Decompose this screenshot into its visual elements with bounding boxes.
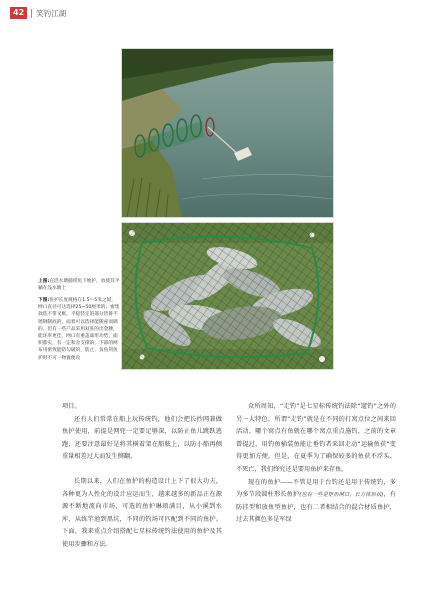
body-text-right-column [236, 401, 396, 527]
header-divider [31, 9, 32, 18]
photo-net-in-pond [121, 48, 334, 218]
photo-fish-in-net [121, 222, 334, 370]
page-header [10, 6, 66, 20]
body-text-left-column [62, 401, 222, 552]
fish-catch-illustration [122, 223, 333, 369]
caption-top-photo [38, 278, 120, 292]
paragraph-right-2-main: 现在的鱼护——不管是用于台钓还是用于传统钓，多为多节段圆柱形长鱼护 [236, 478, 396, 499]
caption-top-text: 在活水塘捕捞鱼下地护，放使其平躺在浅水塘上 [38, 279, 120, 292]
paragraph-left-0: 项目。 [62, 403, 81, 410]
paragraph-spacer [62, 464, 222, 476]
caption-bottom-photo [38, 297, 120, 362]
caption-bottom-label: 下图: [38, 298, 50, 303]
paragraph-left-1: 还有人们常常在船上玩传统钓，他们会把长抄网兼做鱼护使用，前提是网兜一定要足够深，以防止鱼儿跳跃逃跑，还要注意最好是将其横着架在船舷上，以防小船再侧重量相差过大而发生侧翻。 [62, 415, 222, 461]
section-title: 笑钓江湖 [36, 8, 67, 18]
paragraph-right-2-tail: ，有防挂型和放鱼型鱼护，也有二者相结合的混合材质鱼护，过去其颜色多是军绿 [236, 491, 396, 524]
page-number: 42 [10, 7, 27, 19]
caption-bottom-text: 鱼护长度规格在1.5～5米之间，网口直径可达选择25~50厘米的；密集款选不带叉框，平稳装定的部分皆排不锈钢制底的，面着可以选择能随座而调的。但有一些产品采用双驻的出金腰，能环率更佳，网口有重盖球形功势，面积都实，有一定和舍支撑的，下部的网布用密致能防勾破的，防止、负鱼剑鱼护时不可一物置便攻 [38, 298, 120, 361]
paragraph-right-2 [236, 477, 396, 527]
pond-scene-illustration [122, 49, 333, 217]
paragraph-left-2: 长期以来，人们在鱼护的构造设计上下了很大功夫，各种更为人性化的设计应运而生，越来越多的新品正在源源不断地流向市场，可选的鱼护琳琅满目，从小溪到水库，从练竿池到黑坑，不同的钓场可匹配到不同的鱼护。下面，我来重点介绍搭配七星标传统钓法使用的鱼护及其使用步骤和方法。 [62, 477, 222, 548]
paragraph-right-1: 众所周知，“走钓”是七星标传统钓法除“遛钓”之外的另一大特色，所谓“走钓”就是在不同的打窝点位之间来回活动，哪个窝点有鱼就在哪个窝点重点施钓，之前的文章曾提过，用钓鱼桶装鱼能让垂钓者来回走动“运输鱼获”变得更加方便，但是，在夏季为了确保较多的鱼获不浮头、不死亡，我们终究还是要用鱼护来存鱼。 [236, 403, 396, 473]
paragraph-right-2-note: (也有一些是矩形网口，长方体形状) [299, 492, 384, 499]
caption-top-label: 上图: [38, 279, 50, 284]
